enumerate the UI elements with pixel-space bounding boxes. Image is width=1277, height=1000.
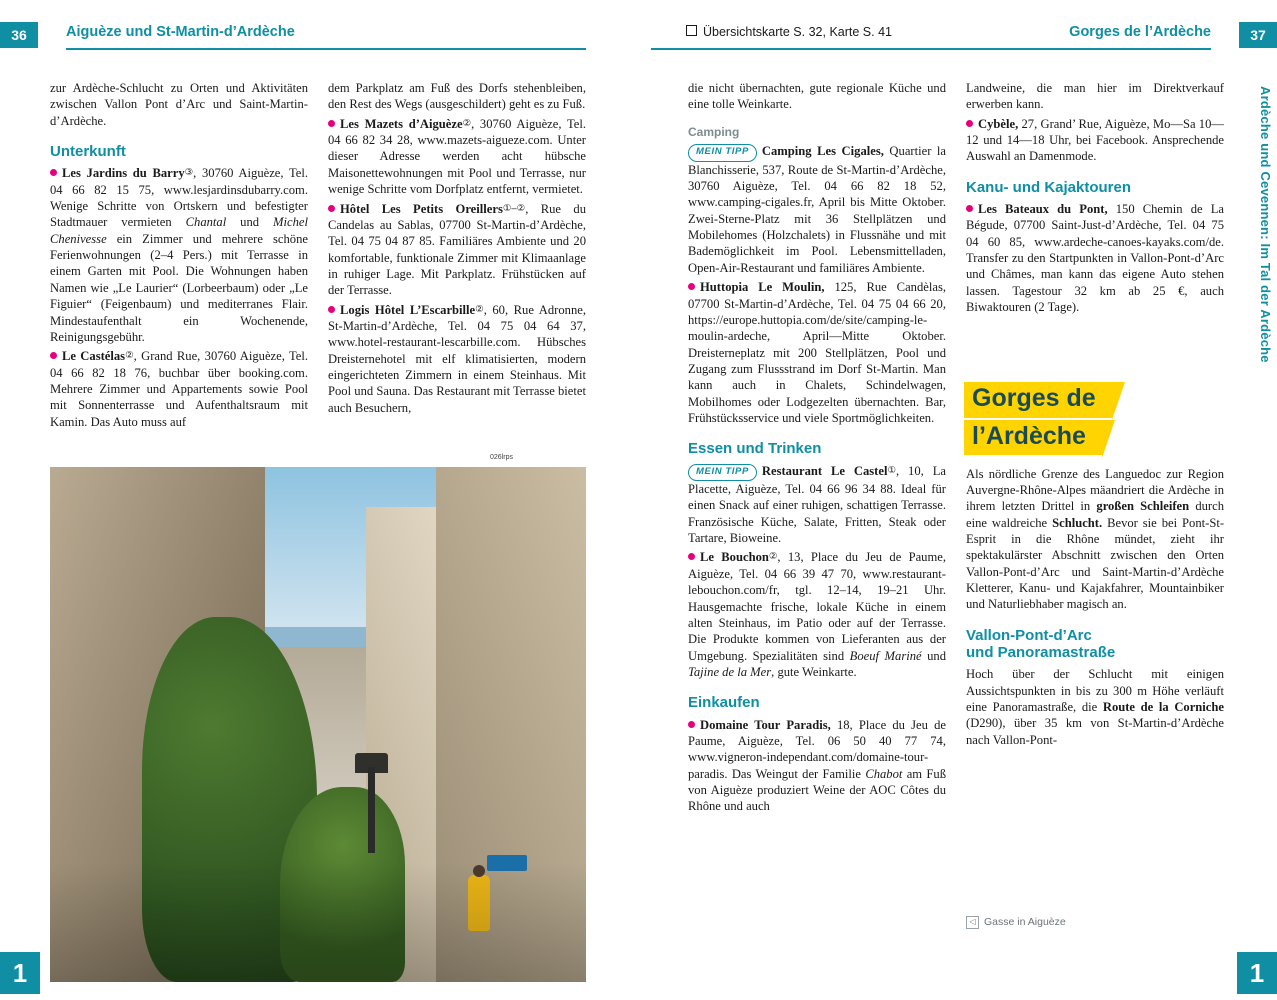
mein-tipp-badge: MEIN TIPP — [688, 464, 757, 481]
intro-text-a: Als nördliche Grenze des Languedoc zur Region Auvergne-Rhône-Alpes mäandriert die Ardèche in ihrem letzten Drittel in — [966, 466, 1224, 514]
header-rule-left — [66, 48, 586, 50]
caption-label: Gasse in Aiguèze — [984, 916, 1066, 928]
listing-price-category: ① — [887, 464, 896, 476]
listing-name: Restaurant Le Castel — [761, 463, 888, 478]
heading-einkaufen: Einkaufen — [688, 694, 760, 712]
body-text-c: (D290), über 35 km von St-Martin-d’Ardèche nach Vallon-Pont- — [966, 716, 1224, 747]
bullet-dot-icon — [50, 169, 57, 176]
listing-price-category: ①–② — [502, 202, 526, 214]
listing-text: , 30760 Aiguèze, Tel. 04 66 82 15 75, www.lesjardinsdubarry.com. Wenige Schritte von Ortskern und befestigter Stadtmauer vermieten — [50, 166, 309, 230]
intro-text-c: durch eine waldreiche — [966, 499, 1224, 530]
listing-text: 125, Rue Candèlas, 07700 St-Martin-d’Ardèche, Tel. 04 75 04 66 20, https://europe.huttopia.com/de/site/camping-le-moulin-ardeche, April—Mitte Oktober. Dreisterneplatz mit 200 Stellplätzen, Pool und Zugang zum Flussstrand im Dorf St-Martin. Man kann auch in Chalets, Schindelwagen, Mobilhomes oder Lodgezelten übernachten. Bar, Frühstücksservice und viele Sportmöglichkeiten. — [688, 280, 946, 426]
listing-text: , Grand Rue, 30760 Aiguèze, Tel. 04 66 82 18 76, buchbar über booking.com. Mehrere Zimmer und Appartements sowie Pool mit Sonnenterrasse und Aufenthaltsraum mit Kamin. Das Auto muss auf — [50, 349, 308, 429]
listing-price-category: ② — [462, 117, 472, 129]
heading-vallon-pont-darc-line1: Vallon-Pont-d’Arc — [966, 626, 1092, 644]
chapter-title-line2: l’Ardèche — [964, 420, 1102, 456]
intro-bold-1: großen Schleifen — [1096, 499, 1190, 514]
listing-text: 18, Place du Jeu de Paume, Aiguèze, Tel. 06 50 40 77 74, www.vigneron-independant.com/domaine-tour-paradis. Das Weingut der Familie — [688, 717, 946, 781]
listing-cybele — [966, 116, 1224, 165]
listing-text-2: und — [921, 648, 946, 663]
body-text-a: Hoch über der Schlucht mit einigen Aussichtspunkten in bis zu 300 m Höhe verläuft eine Panoramastraße, die — [966, 667, 1224, 715]
heading-vallon-pont-darc-line2: und Panoramastraße — [966, 644, 1116, 662]
listing-les-jardins-du-barry — [50, 165, 308, 345]
listing-les-bateaux-du-pont — [966, 201, 1224, 316]
listing-text-3: , gute Weinkarte. — [771, 664, 857, 679]
bullet-dot-icon — [966, 205, 973, 212]
running-head-right: Gorges de l’Ardèche — [1069, 24, 1211, 40]
listing-text: , 10, La Placette, Aiguèze, Tel. 04 66 96 34 88. Ideal für einen Snack auf einer ruhigen, schattigen Terrasse. Französische Küche, Salate, Fritten, Steak oder Tartare, Bioweine. — [688, 463, 946, 546]
listing-camping-les-cigales — [688, 143, 946, 276]
bullet-dot-icon — [328, 306, 335, 313]
listing-name: Cybèle, — [978, 116, 1019, 131]
bullet-dot-icon — [328, 120, 335, 127]
photo-shadow-overlay — [50, 862, 586, 982]
paragraph-intro: zur Ardèche-Schlucht zu Orten und Aktivitäten zwischen Vallon Pont d’Arc und Saint-Martin-d’Ardèche. — [50, 81, 308, 128]
listing-text-3: ein Zimmer und mehrere schöne Ferienwohnungen (2–4 Pers.) mit Terrasse in einem Garten mit Pool. Die Wohnungen haben Namen wie „Le Laurier“ (Lorbeerbaum) oder „Le Figuier“ (Feigenbaum) und mediterranes Flair. Mindestaufenthalt ein Wochenende, Reinigungsgebühr. — [50, 231, 308, 344]
listing-les-mazets-d-aigueze — [328, 116, 586, 198]
listing-logis-hotel-lescarbille — [328, 302, 586, 417]
page-number-right: 37 — [1239, 22, 1277, 48]
intro-bold-2: Schlucht. — [1052, 515, 1103, 530]
text-column-2 — [328, 80, 586, 416]
text-column-3 — [688, 80, 946, 815]
listing-domaine-tour-paradis — [688, 717, 946, 815]
body-bold-1: Route de la Corniche — [1102, 700, 1224, 715]
caption-arrow-icon: ◁ — [966, 916, 979, 929]
listing-text: , 13, Place du Jeu de Paume, Aiguèze, Tel. 04 66 39 47 70, www.restaurant-lebouchon.com/fr, tgl. 12–14, 19–21 Uhr. Hausgemachte frische, lokale Küche in einem alten Steinhaus, im Patio oder auf der Terrasse. Die Produkte kommen von Lieferanten aus der Umgebung. Spezialitäten sind — [688, 550, 946, 663]
heading-camping: Camping — [688, 124, 740, 139]
bullet-dot-icon — [966, 120, 973, 127]
chapter-tab-right: 1 — [1237, 952, 1277, 994]
listing-text: Quartier la Blanchisserie, 537, Route de St-Martin-d’Ardèche, 30760 Aiguèze, Tel. 04 66 82 18 52, www.camping-cigales.fr, April bis Mitte Oktober. Zwei-Sterne-Platz mit 36 Stellplätzen und Mobilehomes (Holzchalets) in Flussnähe und mit Bademöglichkeit im Pool. Lebensmittelladen, Open-Air-Restaurant und familiäres Ambiente. — [688, 144, 947, 275]
listing-le-bouchon — [688, 549, 946, 680]
photo-credit: 026lrps — [490, 454, 513, 461]
chapter-title — [964, 382, 1142, 455]
listing-text: , 30760 Aiguèze, Tel. 04 66 82 34 28, www.mazets-aigueze.com. Unter dieser Adresse werden acht hübsche Maisonettewohnungen mit Pool und Terrasse, nur wenige Schritte vom Dorfplatz entfernt, vermietet. — [328, 116, 587, 197]
text-column-1 — [50, 80, 308, 430]
listing-name: Les Mazets d’Aiguèze — [340, 116, 463, 131]
listing-name: Les Jardins du Barry — [62, 166, 185, 181]
photo-street-lamp-post — [368, 767, 375, 853]
listing-name: Huttopia Le Moulin, — [700, 280, 825, 295]
listing-restaurant-le-castel — [688, 463, 946, 547]
bullet-dot-icon — [688, 553, 695, 560]
listing-emphasis-1: Chantal — [185, 215, 227, 230]
listing-emphasis-1: Chabot — [865, 766, 903, 781]
heading-unterkunft: Unterkunft — [50, 143, 126, 161]
listing-text: , Rue du Candelas au Sablas, 07700 St-Martin-d’Ardèche, Tel. 04 75 04 87 85. Familiäres Ambiente und 20 komfortable, funktionale Zimmer mit Klimaanlage in ruhiger Lage. Mit Parkplatz. Frühstücken auf der Terrasse. — [328, 201, 587, 298]
map-reference-label: Übersichtskarte S. 32, Karte S. 41 — [703, 25, 892, 39]
listing-text-2: und — [226, 215, 274, 230]
bullet-dot-icon — [688, 721, 695, 728]
paragraph-continuation: Landweine, die man hier im Direktverkauf erwerben kann. — [966, 81, 1224, 112]
header-rule-right — [651, 48, 1211, 50]
heading-essen-und-trinken: Essen und Trinken — [688, 440, 822, 458]
listing-emphasis-2: Tajine de la Mer — [688, 664, 772, 679]
listing-text: 150 Chemin de La Bégude, 07700 Saint-Just-d’Ardèche, Tel. 04 75 04 60 85, www.ardeche-canoes-kayaks.com/de. Transfer zu den Startpunkten in Vallon-Pont-d’Arc und Châmes, man kann das eigene Auto stehen lassen. Tagestour 32 km ab 25 €, auch Biwaktouren (2 Tage). — [966, 202, 1224, 315]
photo-gasse-in-aigueze — [50, 467, 586, 982]
listing-price-category: ② — [475, 303, 484, 315]
vertical-running-title: Ardèche und Cevennen: Im Tal der Ardèche — [1258, 86, 1273, 363]
listing-le-castelas — [50, 348, 308, 430]
listing-name: Camping Les Cigales, — [761, 144, 884, 159]
intro-text-e: Bevor sie bei Pont-St-Esprit in die Rhône mündet, zieht ihr spektakulärster Abschnitt zwischen den Orten Vallon-Pont-d’Arc und Saint-Martin-d’Ardèche Kletterer, Kanu- und Kajakfahrer, Mountainbiker und Naturliebhaber magisch an. — [966, 515, 1225, 612]
listing-price-category: ② — [768, 551, 778, 563]
listing-text: 27, Grand’ Rue, Aiguèze, Mo—Sa 10—12 und 14—18 Uhr, bei Facebook. Ansprechende Auswahl an Damenmode. — [966, 116, 1224, 164]
bullet-dot-icon — [50, 352, 57, 359]
listing-name: Domaine Tour Paradis, — [700, 717, 831, 732]
listing-price-category: ② — [125, 350, 134, 362]
heading-kanu-und-kajaktouren: Kanu- und Kajaktouren — [966, 178, 1132, 196]
listing-name: Hôtel Les Petits Oreillers — [340, 201, 503, 216]
listing-emphasis-1: Boeuf Mariné — [849, 648, 922, 663]
paragraph-continuation: die nicht übernachten, gute regionale Küche und eine tolle Weinkarte. — [688, 81, 946, 112]
photo-caption — [966, 916, 1224, 929]
listing-name: Logis Hôtel L’Escarbille — [340, 302, 476, 317]
listing-text-2: am Fuß von Aiguèze produziert Weine der AOC Côtes du Rhône und auch — [688, 766, 946, 814]
paragraph-chapter-intro — [966, 466, 1224, 613]
listing-name: Le Castélas — [62, 349, 126, 364]
listing-hotel-les-petits-oreillers — [328, 201, 586, 299]
bullet-dot-icon — [328, 205, 335, 212]
listing-name: Les Bateaux du Pont, — [978, 202, 1108, 217]
paragraph-panoramastrasse — [966, 666, 1224, 748]
listing-emphasis-2: Michel Chenivesse — [50, 215, 308, 246]
page-number-left: 36 — [0, 22, 38, 48]
chapter-tab-left: 1 — [0, 952, 40, 994]
listing-text: , 60, Rue Adronne, St-Martin-d’Ardèche, Tel. 04 75 04 64 37, www.hotel-restaurant-lescarbille.com. Hübsches Dreisternehotel mit elf klimatisierten, modern eingerichteten Zimmern in einem Steinhaus. Mit Pool und Sauna. Das Restaurant mit Terrasse bietet auch Besuchern, — [328, 302, 586, 415]
mein-tipp-badge: MEIN TIPP — [688, 144, 757, 161]
listing-huttopia-le-moulin — [688, 279, 946, 426]
listing-name: Le Bouchon — [700, 550, 769, 565]
listing-price-category: ③ — [184, 167, 194, 179]
chapter-title-line1: Gorges de — [964, 382, 1112, 418]
paragraph-continuation: dem Parkplatz am Fuß des Dorfs stehenbleiben, den Rest des Wegs (ausgeschildert) geht es zu Fuß. — [328, 81, 586, 112]
running-head-left: Aiguèze und St-Martin-d’Ardèche — [66, 24, 295, 40]
bullet-dot-icon — [688, 283, 695, 290]
